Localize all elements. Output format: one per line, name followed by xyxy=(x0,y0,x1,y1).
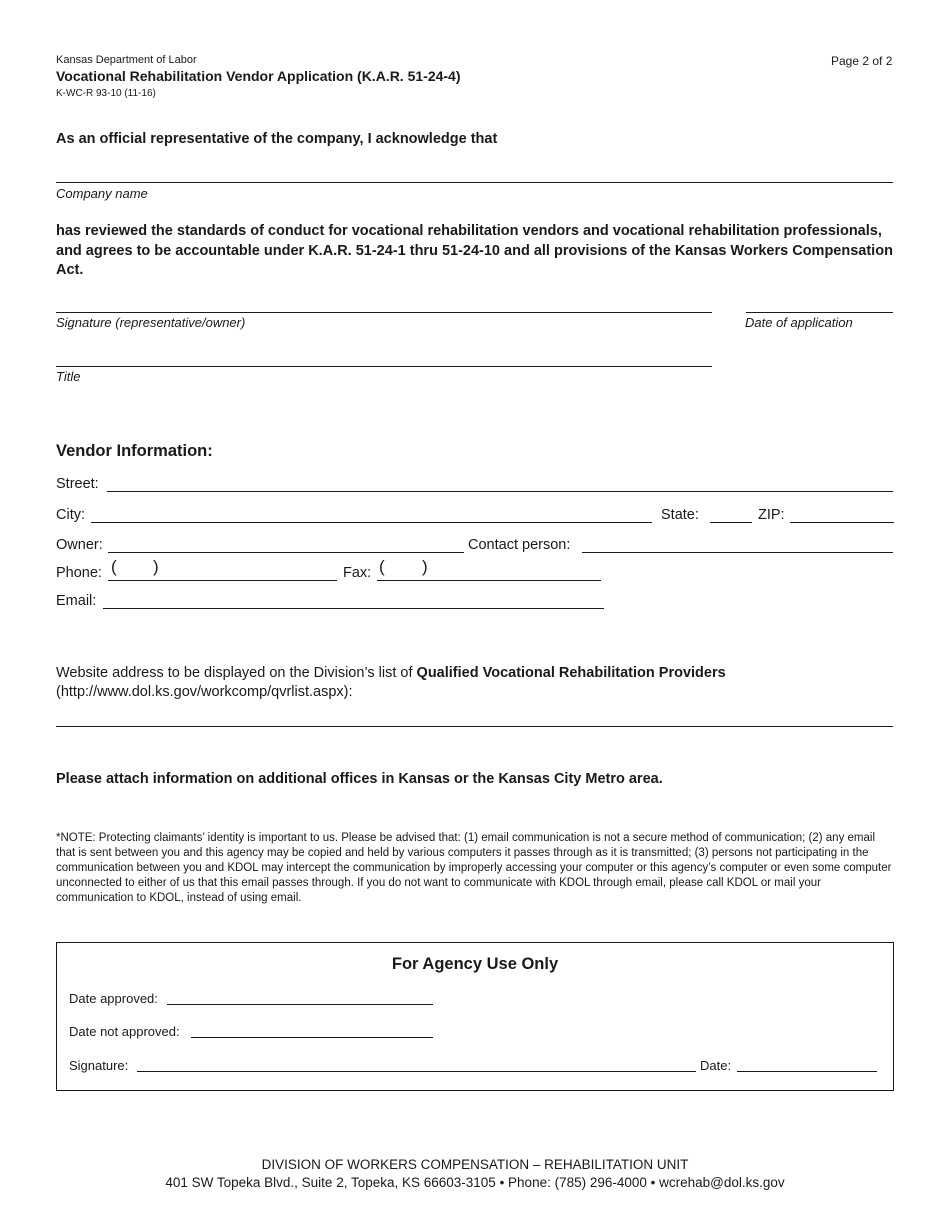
date-approved-label: Date approved: xyxy=(69,991,158,1006)
fax-label: Fax: xyxy=(343,565,372,581)
page-number: Page 2 of 2 xyxy=(831,54,893,68)
state-field[interactable] xyxy=(710,522,752,523)
zip-field[interactable] xyxy=(790,522,894,523)
website-list-url: (http://www.dol.ks.gov/workcomp/qvrlist.aspx): xyxy=(56,684,353,700)
street-field[interactable] xyxy=(107,491,893,492)
title-label: Title xyxy=(56,369,81,384)
date-not-approved-label: Date not approved: xyxy=(69,1024,180,1039)
zip-label: ZIP: xyxy=(758,507,785,523)
qualified-providers-text: Qualified Vocational Rehabilitation Providers xyxy=(416,665,726,681)
phone-area-open-paren: ( xyxy=(111,557,117,576)
city-field[interactable] xyxy=(91,522,652,523)
acknowledgement-statement: has reviewed the standards of conduct for vocational rehabilitation vendors and vocational rehabilitation professionals, and agrees to be accountable under K.A.R. 51-24-1 thru 51-24-10 and all provisions of the Kansas Workers Compensation Act. xyxy=(56,223,893,278)
form-title: Vocational Rehabilitation Vendor Application (K.A.R. 51-24-4) xyxy=(56,68,461,84)
attach-note: Please attach information on additional offices in Kansas or the Kansas City Metro area. xyxy=(56,771,663,787)
phone-label: Phone: xyxy=(56,565,102,581)
acknowledgement-intro: As an official representative of the company, I acknowledge that xyxy=(56,131,498,147)
footer-address: 401 SW Topeka Blvd., Suite 2, Topeka, KS 66603-3105 • Phone: (785) 296-4000 • wcrehab@dol.ks.gov xyxy=(165,1175,785,1190)
agency-signature-field[interactable] xyxy=(137,1071,696,1072)
email-field[interactable] xyxy=(103,608,604,609)
vendor-heading: Vendor Information: xyxy=(56,442,213,460)
application-date-field[interactable] xyxy=(746,312,893,313)
title-field[interactable] xyxy=(56,366,712,367)
agency-date-field[interactable] xyxy=(737,1071,877,1072)
fax-field[interactable] xyxy=(377,580,601,581)
company-name-label: Company name xyxy=(56,186,148,201)
date-approved-field[interactable] xyxy=(167,1004,433,1005)
website-text: Website address to be displayed on the Division’s list of xyxy=(56,665,417,681)
state-label: State: xyxy=(661,507,699,523)
fax-area-close-paren: ) xyxy=(422,557,428,576)
agency-use-title: For Agency Use Only xyxy=(391,955,559,973)
agency-use-box xyxy=(56,942,894,1091)
email-label: Email: xyxy=(56,593,97,609)
application-date-label: Date of application xyxy=(745,315,853,330)
contact-person-field[interactable] xyxy=(582,552,893,553)
agency-name: Kansas Department of Labor xyxy=(56,54,197,66)
city-label: City: xyxy=(56,507,85,523)
owner-field[interactable] xyxy=(108,552,464,553)
owner-label: Owner: xyxy=(56,537,103,553)
contact-person-label: Contact person: xyxy=(468,537,571,553)
privacy-note: *NOTE: Protecting claimants’ identity is important to us. Please be advised that: (1) email communication is not a secure method of communication; (2) any email that is sent between you and this agency may be copied and held by various computers it passes through as it is transmitted; (3) persons not participating in the communication between you and KDOL may intercept the communication by improperly accessing your computer or this agency’s computer or even some computer unconnected to either of us that this email passes through. If you do not want to communicate with KDOL through email, please call KDOL or mail your communication to KDOL, instead of using email. xyxy=(56,832,892,904)
form-code: K-WC-R 93-10 (11-16) xyxy=(56,88,156,99)
fax-area-open-paren: ( xyxy=(379,557,385,576)
website-instruction xyxy=(56,664,896,702)
phone-field[interactable] xyxy=(108,580,337,581)
signature-field[interactable] xyxy=(56,312,712,313)
company-name-field[interactable] xyxy=(56,182,893,183)
phone-area-close-paren: ) xyxy=(153,557,159,576)
street-label: Street: xyxy=(56,476,99,492)
footer-division: DIVISION OF WORKERS COMPENSATION – REHABILITATION UNIT xyxy=(261,1157,689,1172)
agency-signature-label: Signature: xyxy=(69,1058,129,1073)
signature-label: Signature (representative/owner) xyxy=(56,315,246,330)
date-not-approved-field[interactable] xyxy=(191,1037,433,1038)
website-address-field[interactable] xyxy=(56,726,893,727)
agency-date-label: Date: xyxy=(700,1058,732,1073)
